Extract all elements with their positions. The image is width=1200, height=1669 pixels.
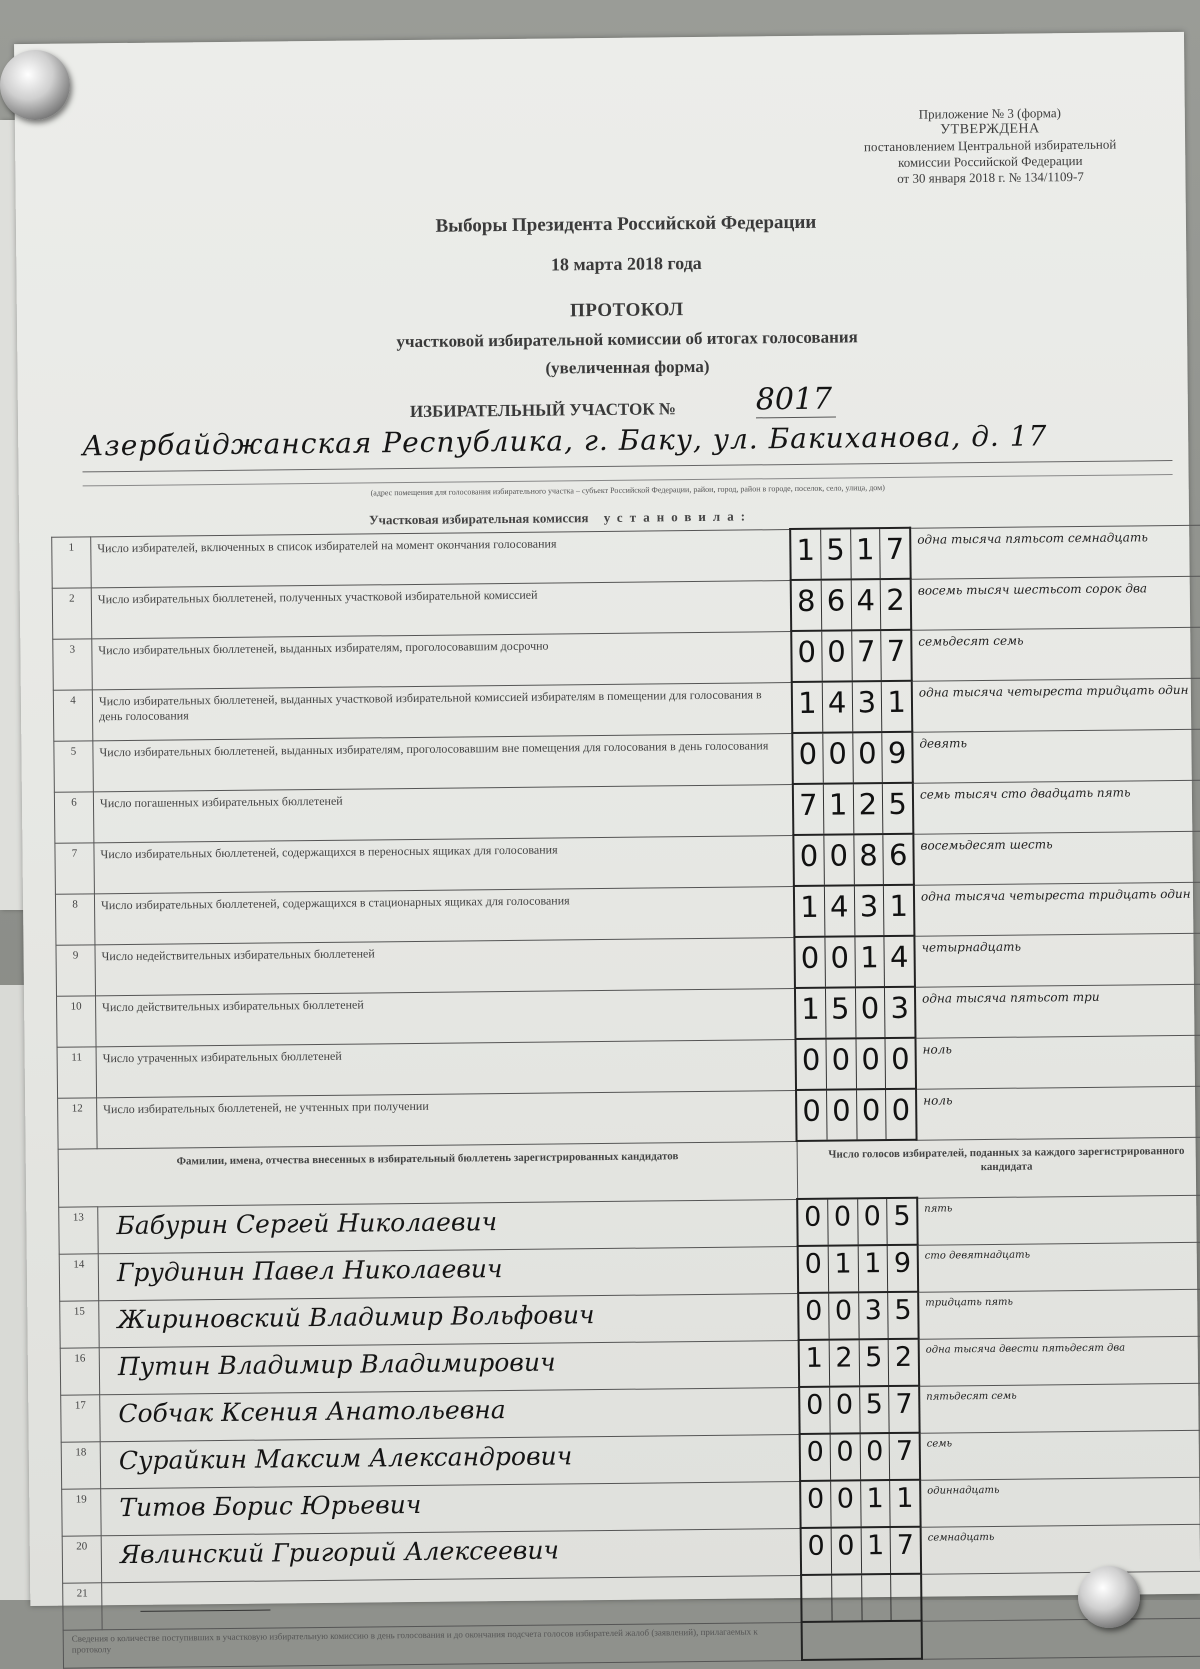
approval-date: от 30 января 2018 г. № 134/1109-7 <box>897 168 1084 186</box>
digit-cell: 0 <box>828 1199 858 1244</box>
digit-group <box>795 886 914 936</box>
address-hint: (адрес помещения для голосования избирательного участка – субъект Российской Федерации, район, город, район в городе, поселок, село, улица, дом) <box>370 483 885 498</box>
digit-cell: 1 <box>795 887 825 936</box>
digit-cell: 3 <box>890 990 910 1025</box>
row-digits-box <box>792 732 913 784</box>
digit-cell: 8 <box>854 835 884 884</box>
digit-cell: 4 <box>825 886 855 935</box>
row-description: Число утраченных избирательных бюллетеней <box>96 1039 796 1097</box>
digit-group <box>793 682 912 732</box>
row-number: 2 <box>52 587 92 638</box>
row-digits-box <box>796 1089 917 1141</box>
digit-group <box>792 631 911 681</box>
digit-cell: 0 <box>795 938 825 987</box>
digit-cell: 3 <box>854 886 884 935</box>
row-number: 4 <box>53 689 93 740</box>
row-number: 5 <box>54 740 94 791</box>
digit-cell: 0 <box>794 836 824 885</box>
digit-cell <box>832 1575 862 1620</box>
precinct-address: Азербайджанская Республика, г. Баку, ул. Бакиханова, д. 17 <box>82 419 1048 463</box>
digit-cell: 1 <box>855 937 885 986</box>
row-words: одна тысяча пятьсот семнадцать <box>910 525 1200 579</box>
row-description: Число действительных избирательных бюллетеней <box>95 988 795 1046</box>
digit-group <box>799 1293 917 1339</box>
approval-commission: комиссии Российской Федерации <box>897 152 1083 170</box>
digit-cell: 7 <box>895 1435 914 1467</box>
row-words: девять <box>912 729 1200 783</box>
row-words: ноль <box>916 1086 1200 1140</box>
digit-cell: 1 <box>800 1341 830 1386</box>
candidate-digits-box <box>800 1480 920 1528</box>
candidate-words: одна тысяча двести пятьдесят два <box>919 1336 1200 1386</box>
row-digits-box <box>791 579 912 631</box>
digit-cell: 6 <box>888 837 908 873</box>
row-words: одна тысяча пятьсот три <box>915 984 1200 1038</box>
digit-group <box>791 529 910 579</box>
candidate-number: 17 <box>61 1394 100 1441</box>
digit-cell: 5 <box>894 1294 912 1326</box>
candidate-digits-box <box>801 1574 921 1622</box>
digit-cell: 7 <box>896 1529 915 1561</box>
digit-cell: 5 <box>821 529 851 578</box>
digit-cell: 1 <box>791 530 821 579</box>
digit-group <box>796 988 915 1038</box>
candidate-name: Путин Владимир Владимирович <box>99 1340 799 1394</box>
digit-cell: 4 <box>851 580 881 629</box>
row-digits-box <box>792 681 913 733</box>
candidate-digits-box <box>797 1198 917 1246</box>
row-digits-box <box>795 1038 916 1090</box>
row-digits-box <box>793 834 914 886</box>
digit-group <box>798 1199 916 1245</box>
row-description: Число избирательных бюллетеней, выданных участковой избирательной комиссией избирателям в помещении для голосования в день голосования <box>92 682 792 740</box>
digit-cell: 0 <box>855 988 885 1037</box>
digit-group <box>802 1528 920 1574</box>
footnote-words <box>922 1618 1200 1659</box>
digit-cell <box>891 1575 920 1620</box>
digit-group <box>797 1090 916 1140</box>
approval-resolution: постановлением Центральной избирательной <box>863 136 1117 155</box>
digit-cell: 5 <box>860 1387 890 1432</box>
digit-cell: 9 <box>893 1247 912 1279</box>
candidates-header-right: Число голосов избирателей, поданных за каждого зарегистрированного кандидата <box>797 1137 1200 1199</box>
approval-approved: УТВЕРЖДЕНА <box>940 121 1040 138</box>
digit-cell: 2 <box>853 784 883 833</box>
candidate-words: семь <box>920 1430 1200 1480</box>
digit-cell: 4 <box>823 682 853 731</box>
digit-cell <box>802 1576 832 1621</box>
digit-cell: 0 <box>856 1039 886 1088</box>
digit-group <box>797 1039 916 1089</box>
digit-group <box>793 733 912 783</box>
row-digits-box <box>791 630 912 682</box>
digit-cell: 5 <box>859 1340 889 1385</box>
digit-cell: 0 <box>831 1481 861 1526</box>
digit-group <box>800 1387 918 1433</box>
digit-cell: 1 <box>828 1246 858 1291</box>
candidate-number: 14 <box>59 1253 98 1300</box>
row-words: одна тысяча четыреста тридцать один <box>914 882 1200 936</box>
digit-cell: 0 <box>891 1092 911 1127</box>
digit-group <box>794 784 913 834</box>
digit-cell: 0 <box>823 733 853 782</box>
digit-cell: 1 <box>861 1528 891 1573</box>
digit-group <box>801 1481 919 1527</box>
digit-cell: 8 <box>792 581 822 630</box>
digit-cell: 7 <box>886 633 906 669</box>
row-number: 10 <box>56 995 96 1046</box>
row-words: четырнадцать <box>914 933 1200 987</box>
candidates-header-left: Фамилии, имена, отчества внесенных в избирательный бюллетень зарегистрированных кандидатов <box>58 1141 797 1207</box>
digit-group <box>800 1340 918 1386</box>
candidate-number: 13 <box>59 1206 98 1253</box>
candidate-name: Грудинин Павел Николаевич <box>98 1246 798 1300</box>
candidate-name: Сурайкин Максим Александрович <box>100 1434 800 1488</box>
approval-stamp-block <box>805 104 1176 188</box>
digit-cell: 0 <box>890 1041 910 1076</box>
row-description: Число избирательных бюллетеней, содержащихся в переносных ящиках для голосования <box>94 835 794 893</box>
candidate-words: пять <box>917 1195 1200 1245</box>
form-type: (увеличенная форма) <box>545 356 710 378</box>
digit-cell: 0 <box>853 733 883 782</box>
candidate-digits-box <box>801 1527 921 1575</box>
precinct-number: 8017 <box>756 382 836 419</box>
digit-cell: 0 <box>801 1435 831 1480</box>
candidate-name: Явлинский Григорий Алексеевич <box>101 1528 801 1582</box>
blank-name-line <box>140 1609 270 1611</box>
row-description: Число избирательных бюллетеней, содержащихся в стационарных ящиках для голосования <box>94 886 794 944</box>
candidate-number: 16 <box>60 1347 99 1394</box>
digit-cell: 7 <box>895 1388 913 1420</box>
digit-cell: 0 <box>822 631 852 680</box>
candidate-name: Титов Борис Юрьевич <box>101 1481 801 1535</box>
digit-group <box>799 1246 917 1292</box>
candidate-words: семнадцать <box>921 1524 1200 1574</box>
row-digits-box <box>790 528 911 580</box>
approval-appendix: Приложение № 3 (форма) <box>918 105 1061 122</box>
digit-group <box>795 937 914 987</box>
row-digits-box <box>794 936 915 988</box>
digit-cell: 0 <box>829 1293 859 1338</box>
digit-group <box>801 1434 919 1480</box>
digit-cell: 7 <box>885 531 905 567</box>
digit-cell: 0 <box>801 1482 831 1527</box>
digit-cell: 5 <box>893 1200 911 1232</box>
row-number: 8 <box>55 893 95 944</box>
digit-cell: 0 <box>824 835 854 884</box>
digit-cell: 0 <box>799 1294 829 1339</box>
digit-group <box>802 1575 920 1621</box>
digit-cell: 4 <box>889 939 909 975</box>
row-number: 3 <box>53 638 93 689</box>
row-number: 7 <box>55 842 95 893</box>
row-words: восемь тысяч шестьсот сорок два <box>911 576 1200 630</box>
row-words: семьдесят семь <box>911 627 1200 681</box>
digit-cell: 1 <box>851 529 881 578</box>
digit-cell: 0 <box>830 1434 860 1479</box>
candidate-number: 19 <box>62 1488 101 1535</box>
row-digits-box <box>794 885 915 937</box>
candidate-number: 18 <box>61 1441 100 1488</box>
row-number: 12 <box>58 1097 98 1148</box>
digit-cell: 0 <box>792 632 822 681</box>
digit-cell: 0 <box>793 734 823 783</box>
address-underline <box>83 460 1173 472</box>
candidate-words: пятьдесят семь <box>919 1383 1200 1433</box>
digit-cell: 0 <box>857 1090 887 1139</box>
candidate-digits-box <box>799 1386 919 1434</box>
protocol-sheet <box>14 32 1200 1655</box>
digit-cell: 1 <box>796 989 826 1038</box>
candidate-digits-box <box>799 1339 919 1387</box>
candidate-words: сто девятнадцать <box>918 1242 1200 1292</box>
candidate-number: 15 <box>60 1300 99 1347</box>
candidate-number: 20 <box>62 1535 101 1582</box>
committee-label: Участковая избирательная комиссия <box>368 510 589 528</box>
row-number: 6 <box>54 791 94 842</box>
magnet-top-left <box>0 50 70 120</box>
candidate-digits-box <box>800 1433 920 1481</box>
protocol-subtitle: участковой избирательной комиссии об итогах голосования <box>396 327 858 352</box>
digit-cell: 5 <box>888 786 908 822</box>
row-words: восемьдесят шесть <box>913 831 1200 885</box>
row-description: Число избирательных бюллетеней, выданных избирателям, проголосовавшим вне помещения для голосования в день голосования <box>93 733 793 791</box>
protocol-table <box>51 524 1200 1669</box>
digit-cell: 3 <box>859 1293 889 1338</box>
digit-cell: 0 <box>858 1199 888 1244</box>
row-words: одна тысяча четыреста тридцать один <box>912 678 1200 732</box>
digit-cell <box>862 1575 892 1620</box>
row-digits-box <box>793 783 914 835</box>
row-description: Число избирательных бюллетеней, полученных участковой избирательной комиссией <box>91 580 791 638</box>
digit-cell: 0 <box>827 1090 857 1139</box>
digit-cell: 7 <box>852 631 882 680</box>
footnote-digits-box <box>802 1621 922 1660</box>
protocol-title: ПРОТОКОЛ <box>569 299 684 322</box>
digit-cell: 2 <box>886 582 905 618</box>
digit-cell: 3 <box>852 682 882 731</box>
row-number: 9 <box>56 944 96 995</box>
row-description: Число недействительных избирательных бюллетеней <box>95 937 795 995</box>
digit-cell: 0 <box>825 937 855 986</box>
candidate-name: Собчак Ксения Анатольевна <box>100 1387 800 1441</box>
row-words: ноль <box>915 1035 1200 1089</box>
candidate-number: 21 <box>63 1582 102 1629</box>
digit-cell: 0 <box>797 1091 827 1140</box>
digit-cell: 1 <box>824 784 854 833</box>
digit-cell: 0 <box>830 1387 860 1432</box>
digit-cell: 0 <box>799 1247 829 1292</box>
row-number: 1 <box>52 536 92 587</box>
committee-established: установила: <box>603 508 753 525</box>
row-description: Число избирательных бюллетеней, выданных избирателям, проголосовавшим досрочно <box>92 631 792 689</box>
candidate-digits-box <box>798 1292 918 1340</box>
committee-heading <box>369 508 752 528</box>
digit-cell: 0 <box>800 1388 830 1433</box>
row-description: Число избирателей, включенных в список избирателей на момент окончания голосования <box>91 529 791 587</box>
digit-cell: 0 <box>798 1200 828 1245</box>
row-words: семь тысяч сто двадцать пять <box>913 780 1200 834</box>
digit-cell: 0 <box>797 1040 827 1089</box>
magnet-bottom-right <box>1078 1566 1140 1628</box>
row-description: Число погашенных избирательных бюллетеней <box>93 784 793 842</box>
digit-cell: 0 <box>826 1039 856 1088</box>
digit-cell: 1 <box>861 1481 891 1526</box>
digit-cell: 6 <box>821 580 851 629</box>
digit-cell: 0 <box>831 1528 861 1573</box>
candidate-words: тридцать пять <box>918 1289 1200 1339</box>
digit-cell: 0 <box>860 1434 890 1479</box>
digit-cell: 1 <box>793 683 823 732</box>
candidate-name <box>102 1575 802 1629</box>
digit-group <box>792 580 911 630</box>
candidate-name: Жириновский Владимир Вольфович <box>99 1293 799 1347</box>
digit-cell: 1 <box>887 684 906 720</box>
candidate-words: одиннадцать <box>920 1477 1200 1527</box>
digit-cell: 9 <box>887 735 907 771</box>
footnote-text: Сведения о количестве поступивших в участковую избирательную комиссию в день голосования и до окончания подсчета голосов избирателей жалоб (заявлений), прилагаемых к протоколу <box>63 1622 802 1668</box>
digit-cell: 1 <box>858 1246 888 1291</box>
digit-cell: 2 <box>894 1341 913 1373</box>
digit-cell: 7 <box>794 785 824 834</box>
candidate-words <box>921 1571 1200 1621</box>
row-description: Число избирательных бюллетеней, не учтенных при получении <box>97 1090 797 1148</box>
election-title: Выборы Президента Российской Федерации <box>435 211 817 237</box>
digit-cell: 1 <box>889 888 909 924</box>
candidate-digits-box <box>798 1245 918 1293</box>
candidate-name: Бабурин Сергей Николаевич <box>98 1199 798 1253</box>
election-date: 18 марта 2018 года <box>550 252 702 275</box>
row-number: 11 <box>57 1046 97 1097</box>
digit-cell: 2 <box>829 1340 859 1385</box>
digit-cell: 0 <box>802 1529 832 1574</box>
digit-cell: 5 <box>826 988 856 1037</box>
digit-group <box>794 835 913 885</box>
precinct-label: ИЗБИРАТЕЛЬНЫЙ УЧАСТОК № <box>409 399 677 422</box>
digit-cell: 1 <box>896 1482 914 1514</box>
row-digits-box <box>795 987 916 1039</box>
